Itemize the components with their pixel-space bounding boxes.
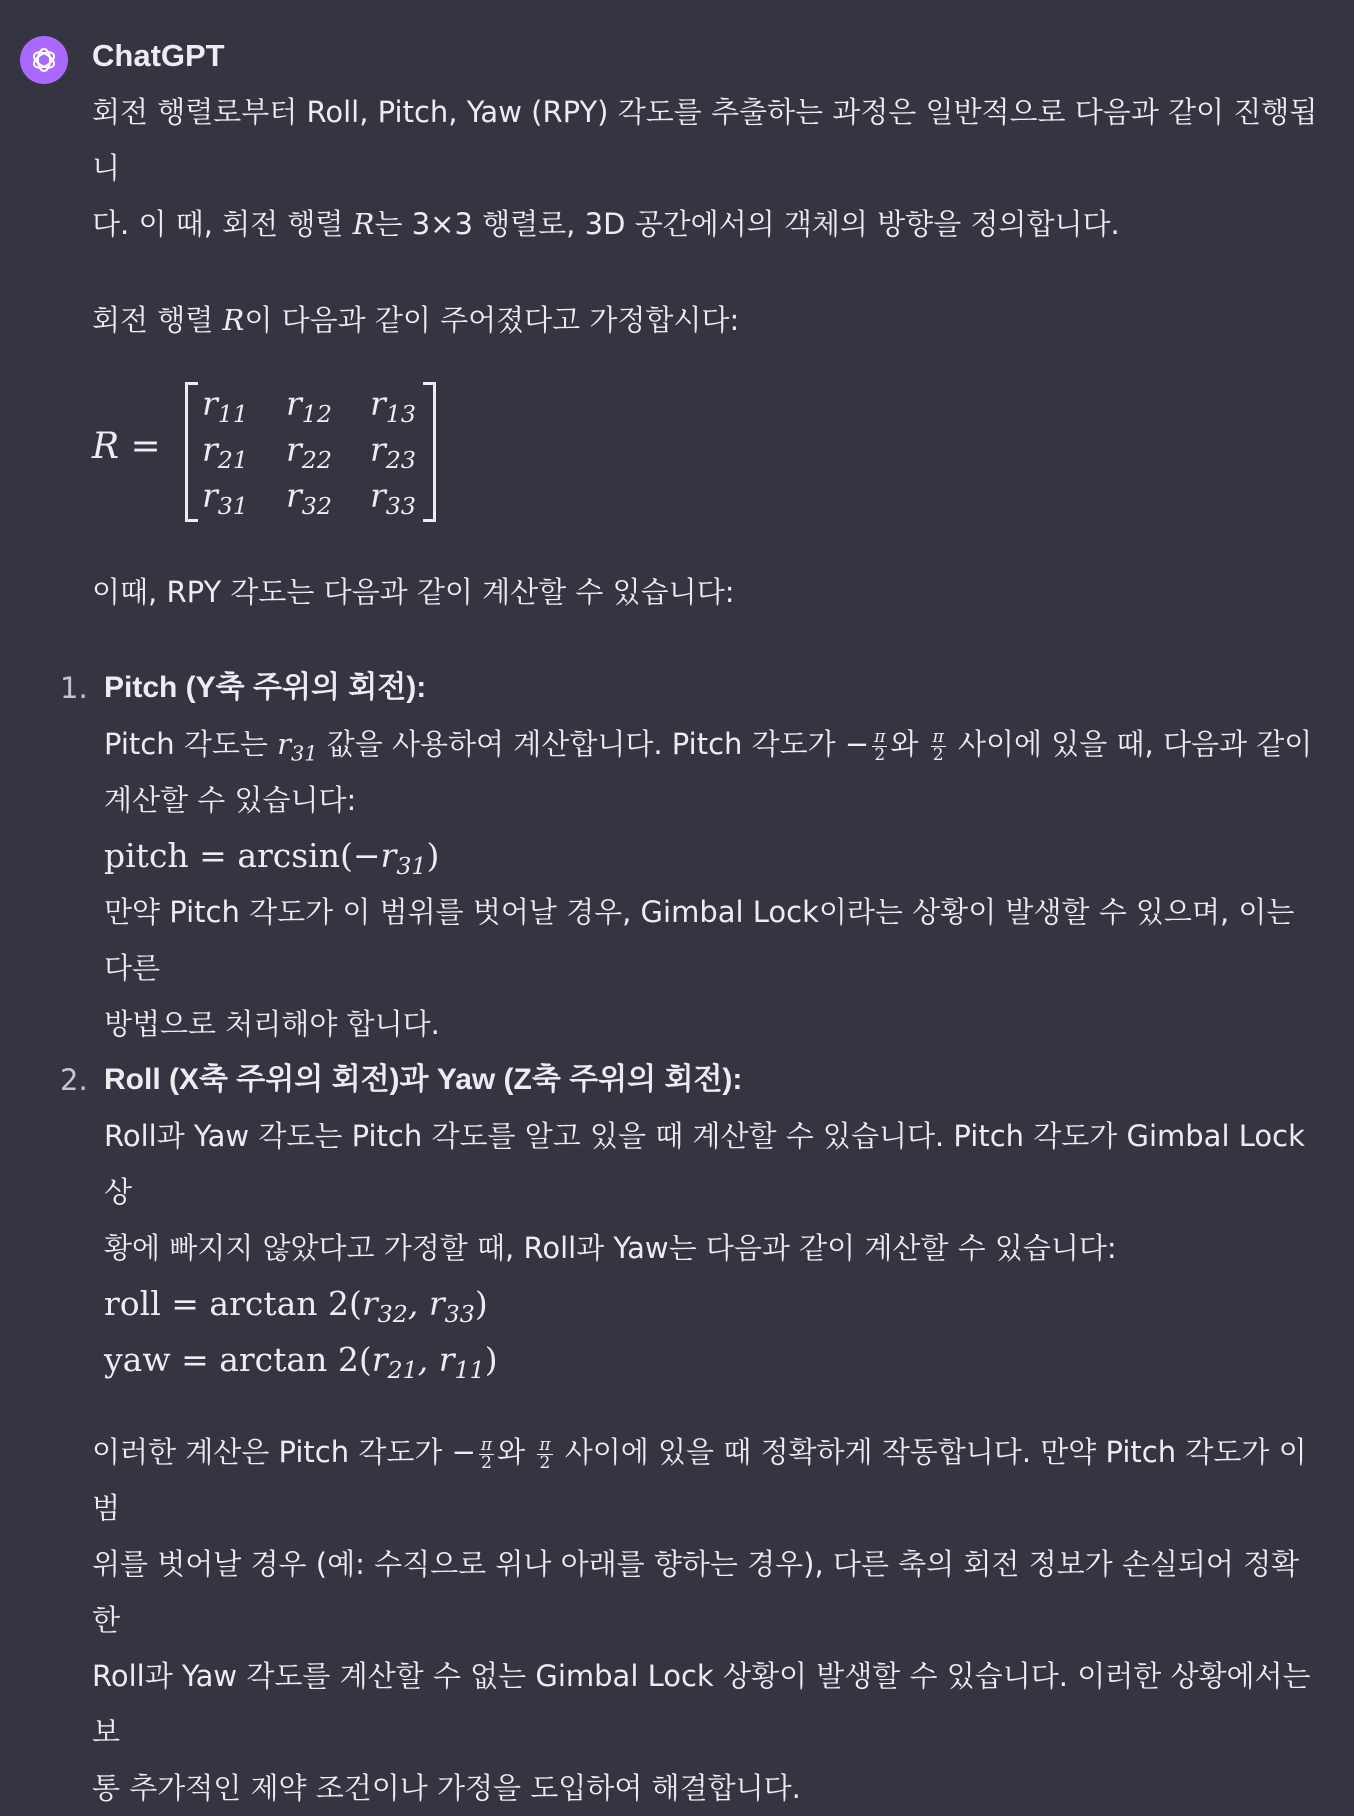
assumption-paragraph: 회전 행렬 R이 다음과 같이 주어졌다고 가정합시다: — [92, 303, 740, 337]
list-number: 1. — [60, 671, 88, 705]
avatar — [20, 36, 68, 84]
list-item-roll-yaw — [60, 1052, 1322, 1388]
item-text: Roll과 Yaw 각도는 Pitch 각도를 알고 있을 때 계산할 수 있습니다. Pitch 각도가 Gimbal Lock 상 황에 빠지지 않았다고 가정할 때, Roll과 Yaw는 다음과 같이 계산할 수 있습니다: — [104, 1119, 1305, 1265]
author-name: ChatGPT — [92, 38, 225, 73]
intro-paragraph: 회전 행렬로부터 Roll, Pitch, Yaw (RPY) 각도를 추출하는 과정은 일반적으로 다음과 같이 진행됩니 다. 이 때, 회전 행렬 R는 3×3 행렬로, 3D 공간에서의 객체의 방향을 정의합니다. — [92, 95, 1318, 241]
pitch-equation: pitch = $\arcsin(-r_{31})$ — [104, 836, 440, 881]
item-note: 만약 Pitch 각도가 이 범위를 벗어날 경우, Gimbal Lock이라는 상황이 발생할 수 있으며, 이는 다른 방법으로 처리해야 합니다. — [104, 895, 1295, 1041]
rotation-matrix-equation — [92, 382, 1322, 572]
conclusion-paragraph: 이러한 계산은 Pitch 각도가 − $\frac{\pi}{2}$ 와 $\frac{\pi}{2}$ 사이에 있을 때 정확하게 작동합니다. 만약 Pitch 각도가 이 범 위를 벗어날 경우 (예: 수직으로 위나 아래를 향하는 경우), 다른 축의 회전 정보가 손실되어 정확한 Roll과 Yaw 각도를 계산할 수 없는 Gimbal Lock 상황이 발생할 수 있습니다. 이러한 상황에서는 보 통 추가적인 제약 조건이나 가정을 도입하여 해결합니다. — [92, 1434, 1311, 1805]
yaw-equation: yaw = $\arctan 2(r_{21}$, $r_{11}$) — [104, 1340, 498, 1385]
matrix-cell: $r_{31}$ — [202, 476, 249, 521]
matrix-cell: $r_{22}$ — [286, 430, 333, 475]
roll-equation: roll = $\arctan 2(r_{32}$, $r_{33}$) — [104, 1284, 488, 1329]
matrix-cell: $r_{12}$ — [286, 384, 333, 429]
fraction: $\frac{\pi}{2}$ — [480, 1434, 493, 1473]
matrix-lhs: R = — [92, 426, 161, 467]
openai-logo-icon — [28, 44, 60, 76]
list-item-pitch — [60, 660, 1322, 1052]
item-text: Pitch 각도는 $r_{31}$ 값을 사용하여 계산합니다. Pitch 각도가 − $\frac{\pi}{2}$ 와 $\frac{\pi}{2}$ 사이에 있을 때, 다음과 같이 계산할 수 있습니다: — [104, 726, 1313, 817]
message-content — [60, 84, 1322, 1816]
fraction: $\frac{\pi}{2}$ — [874, 726, 886, 765]
matrix-cell: $r_{11}$ — [202, 384, 249, 429]
item-title: Roll (X축 주위의 회전)과 Yaw (Z축 주위의 회전): — [104, 1063, 743, 1096]
item-title: Pitch (Y축 주위의 회전): — [104, 671, 427, 704]
fraction: $\frac{\pi}{2}$ — [539, 1434, 551, 1473]
rpy-intro: 이때, RPY 각도는 다음과 같이 계산할 수 있습니다: — [92, 575, 735, 609]
matrix-cell: $r_{32}$ — [286, 476, 333, 521]
rotation-matrix — [185, 382, 436, 522]
matrix-cell: $r_{23}$ — [370, 430, 417, 475]
matrix-cell: $r_{21}$ — [202, 430, 249, 475]
matrix-cell: $r_{13}$ — [370, 384, 417, 429]
list-number: 2. — [60, 1063, 88, 1097]
steps-list — [60, 660, 1322, 1388]
matrix-cell: $r_{33}$ — [370, 476, 417, 521]
fraction: $\frac{\pi}{2}$ — [932, 726, 944, 765]
